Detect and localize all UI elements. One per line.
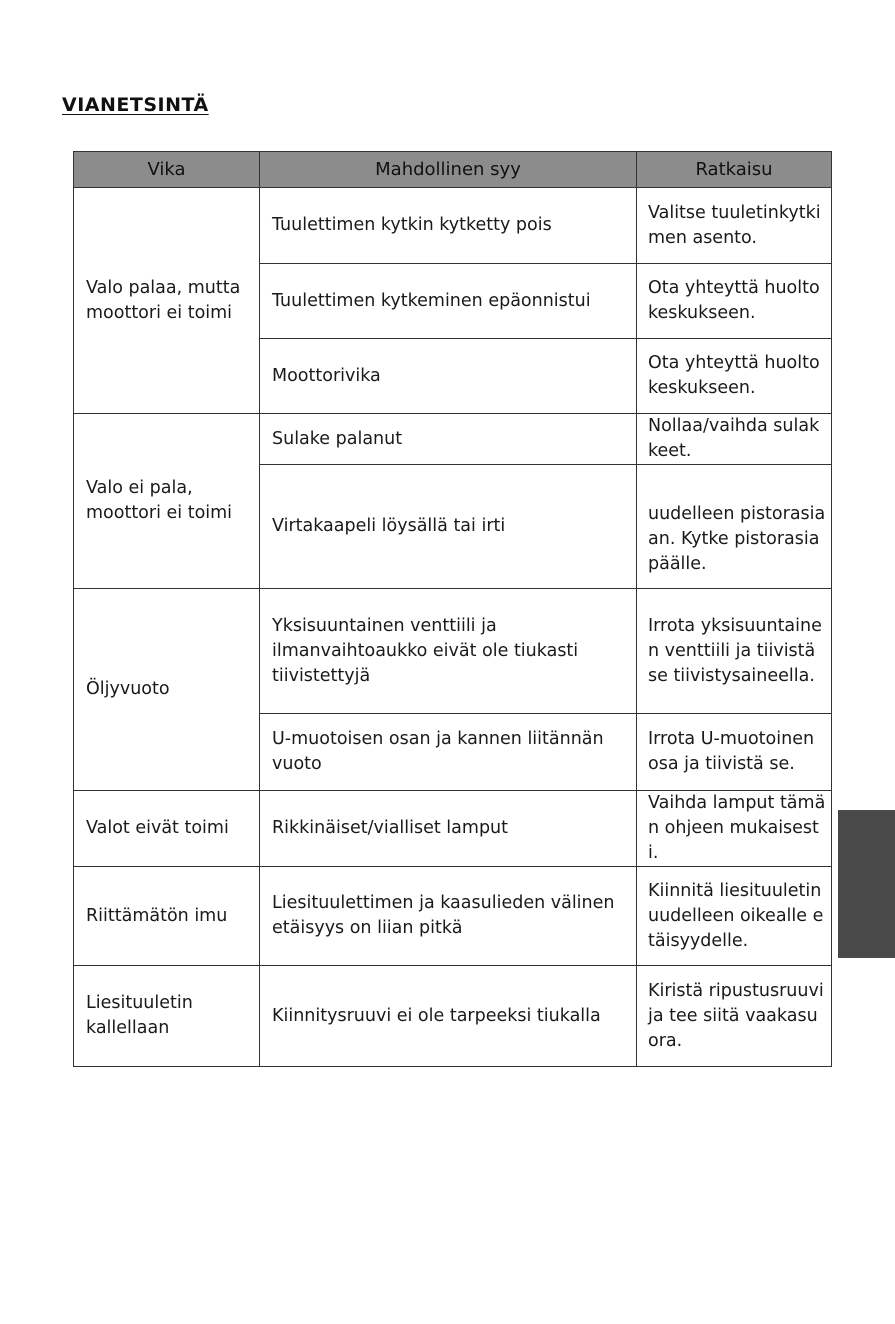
cause-cell: Kiinnitysruuvi ei ole tarpeeksi tiukalla xyxy=(260,966,637,1067)
fix-cell: Ota yhteyttä huoltokeskukseen. xyxy=(637,264,832,339)
fix-cell: Irrota yksisuuntainen venttiili ja tiivistä se tiivistysaineella. xyxy=(637,589,832,714)
fix-cell: Valitse tuuletinkytkimen asento. xyxy=(637,188,832,264)
header-fix: Ratkaisu xyxy=(637,152,832,188)
blank-line xyxy=(648,477,827,502)
fix-cell: Nollaa/vaihda sulakkeet. xyxy=(637,414,832,465)
fault-cell: Liesituuletin kallellaan xyxy=(74,966,260,1067)
cause-cell: Liesituulettimen ja kaasulieden välinen etäisyys on liian pitkä xyxy=(260,867,637,966)
header-cause: Mahdollinen syy xyxy=(260,152,637,188)
section-tab-marker xyxy=(838,810,895,958)
fault-cell: Riittämätön imu xyxy=(74,867,260,966)
fault-cell: Valo ei pala, moottori ei toimi xyxy=(74,414,260,589)
cause-cell: Yksisuuntainen venttiili ja ilmanvaihtoaukko eivät ole tiukasti tiivistettyjä xyxy=(260,589,637,714)
cause-cell: Rikkinäiset/vialliset lamput xyxy=(260,791,637,867)
fix-cell: Irrota U-muotoinen osa ja tiivistä se. xyxy=(637,714,832,791)
table-row xyxy=(74,791,832,867)
fix-cell: Vaihda lamput tämän ohjeen mukaisesti. xyxy=(637,791,832,867)
page-title: VIANETSINTÄ xyxy=(62,94,209,116)
fix-cell xyxy=(637,465,832,589)
fix-cell: Ota yhteyttä huoltokeskukseen. xyxy=(637,339,832,414)
fix-cell: Kiristä ripustusruuvi ja tee siitä vaakasuora. xyxy=(637,966,832,1067)
cause-cell: Virtakaapeli löysällä tai irti xyxy=(260,465,637,589)
table-row xyxy=(74,188,832,264)
fix-text: uudelleen pistorasiaan. Kytke pistorasia päälle. xyxy=(648,503,826,574)
fix-cell: Kiinnitä liesituuletin uudelleen oikealle etäisyydelle. xyxy=(637,867,832,966)
cause-cell: U-muotoisen osan ja kannen liitännän vuoto xyxy=(260,714,637,791)
cause-cell: Sulake palanut xyxy=(260,414,637,465)
cause-cell: Tuulettimen kytkin kytketty pois xyxy=(260,188,637,264)
table-row xyxy=(74,414,832,465)
table-header-row xyxy=(74,152,832,188)
header-fault: Vika xyxy=(74,152,260,188)
cause-cell: Tuulettimen kytkeminen epäonnistui xyxy=(260,264,637,339)
fault-cell: Valo palaa, mutta moottori ei toimi xyxy=(74,188,260,414)
table-row xyxy=(74,589,832,714)
table-row xyxy=(74,867,832,966)
fault-cell: Öljyvuoto xyxy=(74,589,260,791)
fault-cell: Valot eivät toimi xyxy=(74,791,260,867)
troubleshooting-table xyxy=(73,151,832,1067)
table-row xyxy=(74,966,832,1067)
cause-cell: Moottorivika xyxy=(260,339,637,414)
